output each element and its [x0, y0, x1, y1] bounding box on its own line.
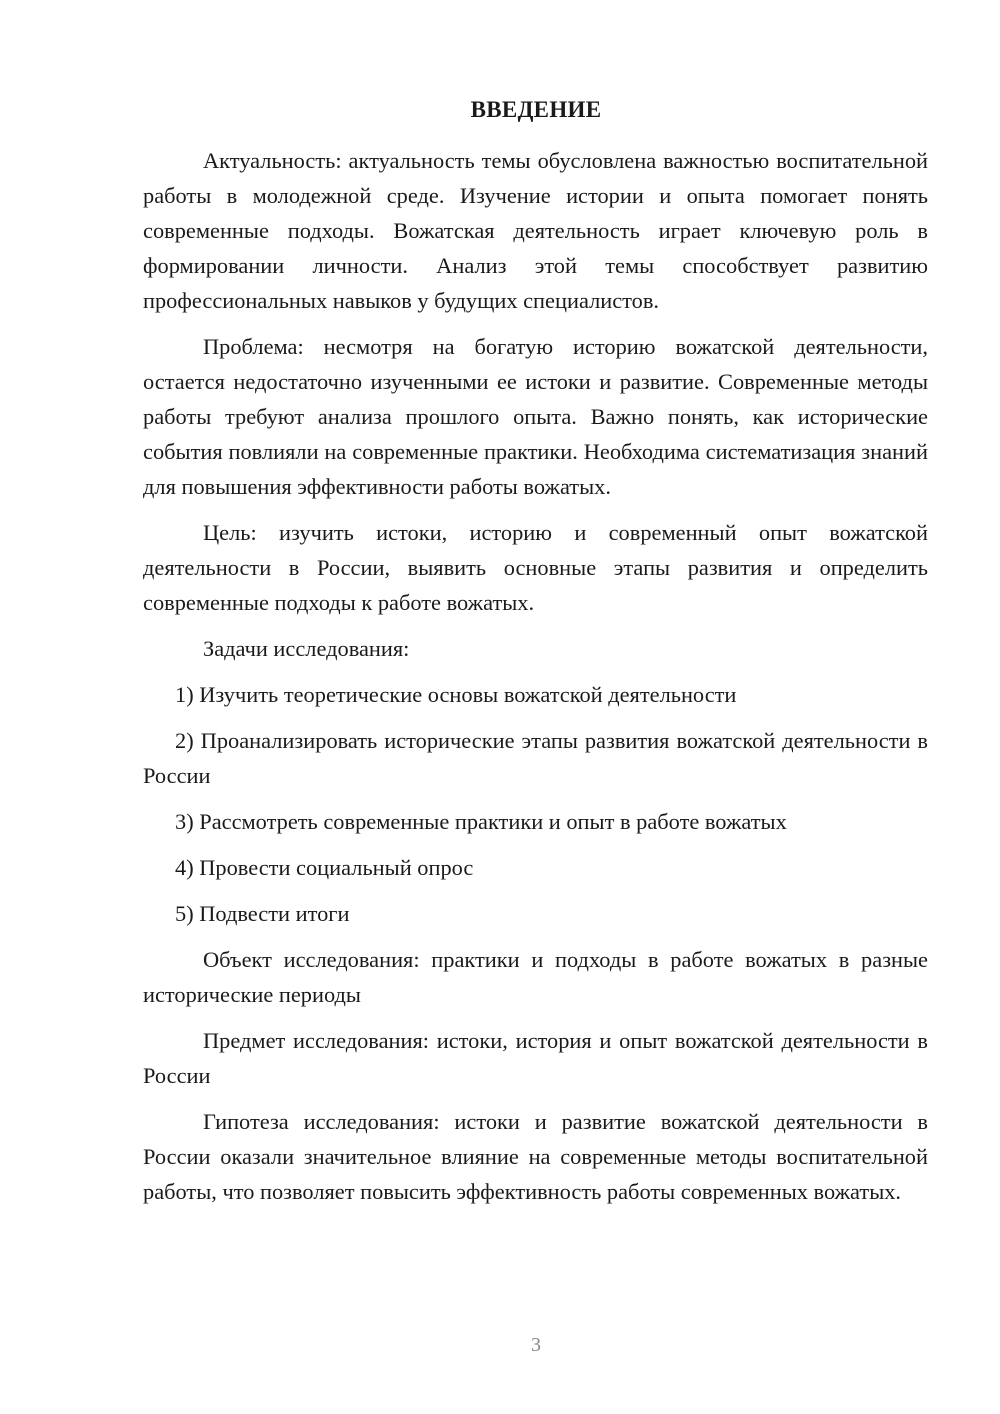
- document-body: [143, 143, 928, 1220]
- page-number: 3: [531, 1334, 541, 1356]
- task-item-5: 5) Подвести итоги: [175, 901, 350, 926]
- relevance-paragraph: Актуальность: актуальность темы обусловлена важностью воспитательной работы в молодежной среде. Изучение истории и опыта помогает понять современные подходы. Вожатская деятельность играет ключевую роль в формировании личности. Анализ этой темы способствует развитию профессиональных навыков у будущих специалистов.: [143, 148, 928, 313]
- task-item-2: 2) Проанализировать исторические этапы развития вожатской деятельности в России: [143, 728, 928, 788]
- task-item-4: 4) Провести социальный опрос: [175, 855, 474, 880]
- subject-paragraph: Предмет исследования: истоки, история и опыт вожатской деятельности в России: [143, 1028, 928, 1088]
- problem-paragraph: Проблема: несмотря на богатую историю вожатской деятельности, остается недостаточно изученными ее истоки и развитие. Современные методы работы требуют анализа прошлого опыта. Важно понять, как исторические события повлияли на современные практики. Необходима систематизация знаний для повышения эффективности работы вожатых.: [143, 334, 928, 499]
- page-title: ВВЕДЕНИЕ: [470, 97, 602, 122]
- tasks-heading: Задачи исследования:: [203, 636, 410, 661]
- task-item-3: 3) Рассмотреть современные практики и опыт в работе вожатых: [175, 809, 787, 834]
- task-item-1: 1) Изучить теоретические основы вожатской деятельности: [175, 682, 737, 707]
- object-paragraph: Объект исследования: практики и подходы в работе вожатых в разные исторические периоды: [143, 947, 928, 1007]
- hypothesis-paragraph: Гипотеза исследования: истоки и развитие вожатской деятельности в России оказали значительное влияние на современные методы воспитательной работы, что позволяет повысить эффективность работы современных вожатых.: [143, 1109, 928, 1204]
- goal-paragraph: Цель: изучить истоки, историю и современный опыт вожатской деятельности в России, выявить основные этапы развития и определить современные подходы к работе вожатых.: [143, 520, 928, 615]
